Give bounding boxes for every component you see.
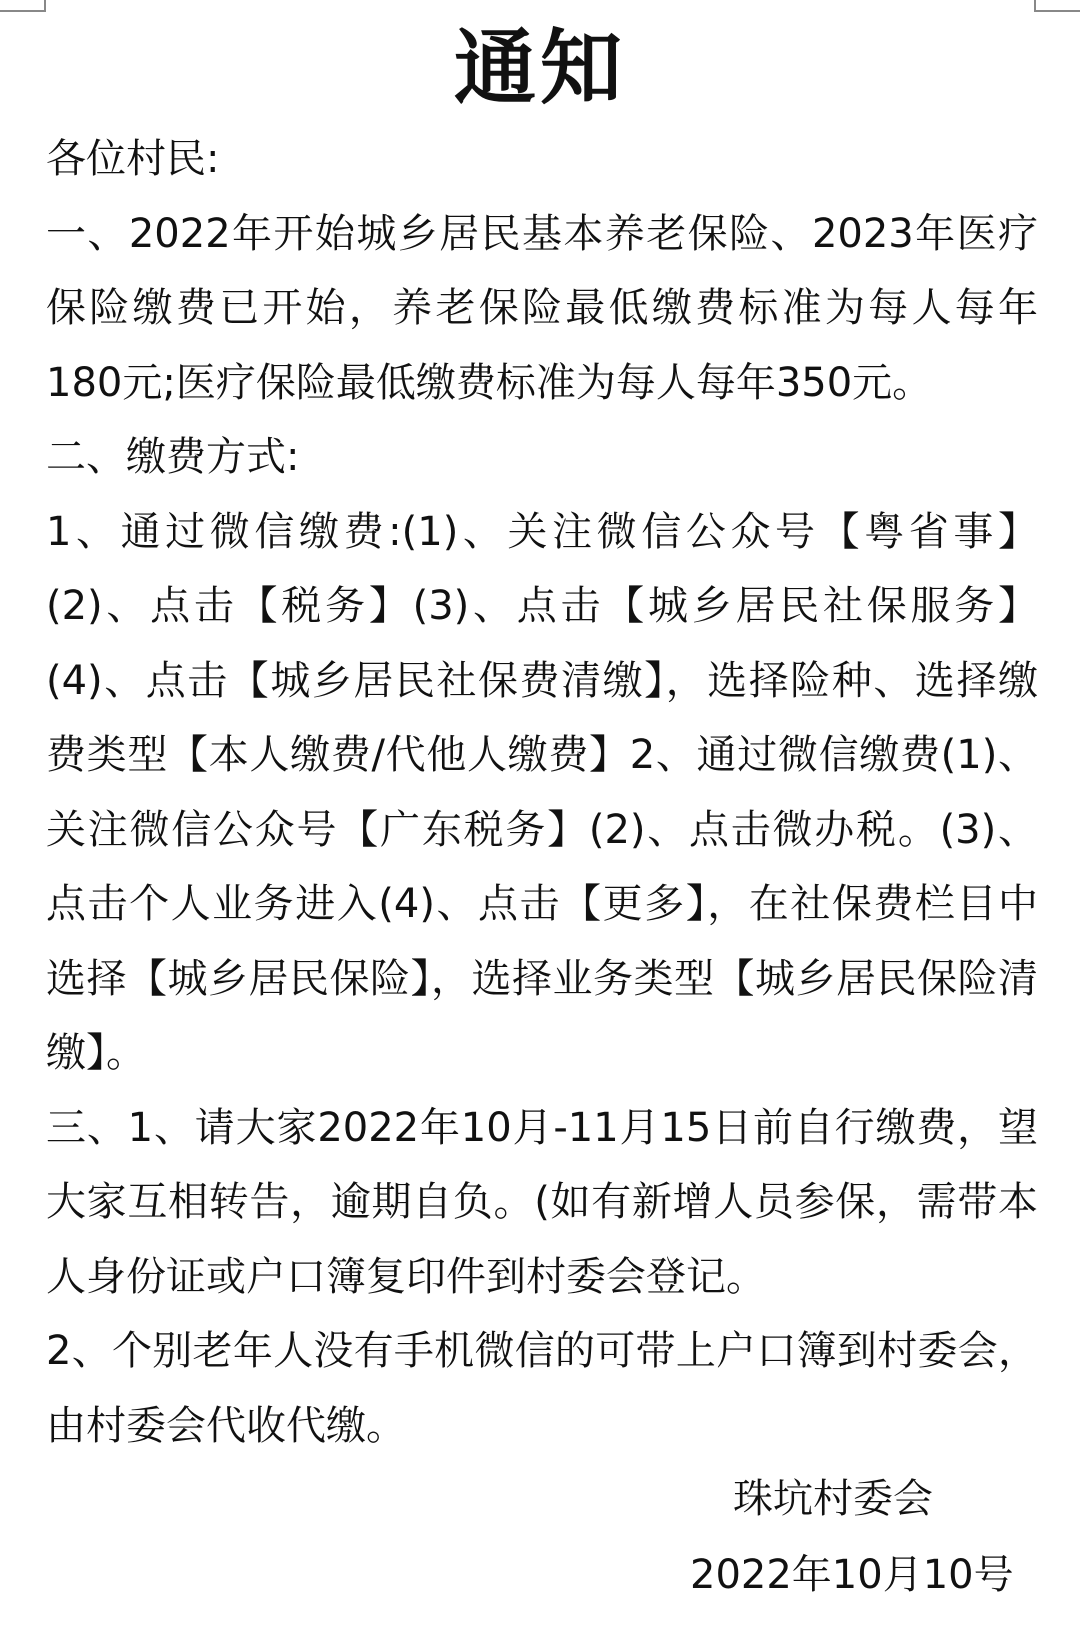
- paragraph-deadline: 三、1、请大家2022年10月-11月15日前自行缴费，望大家互相转告，逾期自负。(如有新增人员参保，需带本人身份证或户口簿复印件到村委会登记。: [46, 1104, 1038, 1300]
- notice-body: [46, 122, 1038, 1463]
- paragraph-wechat-steps: 1、通过微信缴费:(1)、关注微信公众号【粤省事】(2)、点击【税务】(3)、点击【城乡居民社保服务】(4)、点击【城乡居民社保费清缴】，选择险种、选择缴费类型【本人缴费/代他人缴费】2、通过微信缴费(1)、关注微信公众号【广东税务】(2)、点击微办税。(3)、点击个人业务进入(4)、点击【更多】，在社保费栏目中选择【城乡居民保险】，选择业务类型【城乡居民保险清缴】。: [46, 508, 1038, 1076]
- paragraph-elderly: 2、个别老年人没有手机微信的可带上户口簿到村委会，由村委会代收代缴。: [46, 1328, 1038, 1449]
- paragraph-payment-methods-heading: 二、缴费方式:: [46, 434, 300, 480]
- greeting: 各位村民:: [46, 136, 220, 182]
- notice-date: 2022年10月10号: [690, 1552, 1014, 1598]
- paragraph-pension-medical: 一、2022年开始城乡居民基本养老保险、2023年医疗保险缴费已开始，养老保险最低缴费标准为每人每年180元;医疗保险最低缴费标准为每人每年350元。: [46, 210, 1038, 406]
- page-corner-mark-right: [1034, 0, 1080, 12]
- page-corner-mark-left: [0, 0, 46, 12]
- notice-title: 通知: [453, 21, 626, 116]
- signer-name: 珠坑村委会: [733, 1476, 933, 1522]
